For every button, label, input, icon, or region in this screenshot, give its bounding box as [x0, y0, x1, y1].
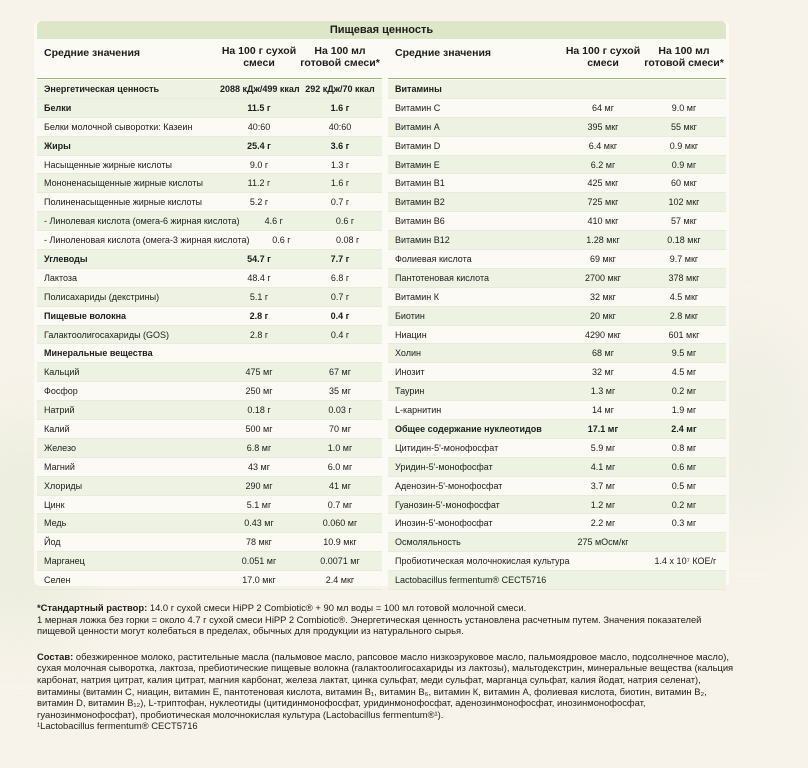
row-name: Фолиевая кислота: [395, 253, 472, 264]
row-name: L-карнитин: [395, 405, 442, 416]
row-name: Осмоляльность: [395, 537, 461, 548]
row-value-100ml: 0.7 мг: [327, 499, 353, 510]
row-value-100ml: 0.8 мг: [671, 442, 697, 453]
row-value-100g: 1.2 мг: [590, 499, 616, 510]
row-value-100g: 32 мкг: [590, 291, 616, 302]
header-per-100ml: На 100 мл готовой смеси*: [300, 45, 380, 69]
row-value-100ml: 601 мкг: [668, 329, 700, 340]
row-value-100ml: 9.7 мкг: [669, 253, 699, 264]
table-row: [388, 326, 726, 345]
row-name: Инозин-5'-монофосфат: [395, 518, 493, 529]
row-value-100g: 2088 кДж/499 ккал: [220, 83, 300, 94]
row-name: Натрий: [44, 405, 75, 416]
row-value-100g: 410 мкг: [587, 216, 619, 227]
table-row: [37, 326, 382, 345]
row-value-100ml: 1.6 г: [330, 178, 350, 189]
row-value-100g: 5.1 мг: [246, 499, 272, 510]
row-value-100g: 11.5 г: [247, 102, 271, 113]
row-name: Полиненасыщенные жирные кислоты: [44, 197, 202, 208]
row-value-100ml: 0.3 мг: [671, 518, 697, 529]
table-row: [37, 382, 382, 401]
table-header: [388, 39, 726, 79]
table-row: [388, 250, 726, 269]
table-row: [37, 231, 382, 250]
row-value-100g: 500 мг: [245, 423, 273, 434]
table-row: [37, 99, 382, 118]
row-value-100g: 17.0 мкг: [242, 575, 276, 586]
row-value-100ml: 41 мг: [329, 480, 351, 491]
row-name: Полисахариды (декстрины): [44, 291, 160, 302]
standard-solution-note: [37, 602, 737, 614]
table-row: [37, 420, 382, 439]
row-value-100ml: 4.5 мкг: [669, 291, 699, 302]
table-row: [37, 212, 382, 231]
table-row: [37, 174, 382, 193]
row-name: Аденозин-5'-монофосфат: [395, 480, 503, 491]
row-name: Фосфор: [44, 386, 78, 397]
row-value-100ml: 1.0 мг: [327, 442, 353, 453]
row-value-100g: 725 мкг: [587, 197, 619, 208]
table-row: [388, 269, 726, 288]
row-value-100g: 250 мг: [245, 386, 273, 397]
row-value-100g: 0.051 мг: [241, 556, 277, 567]
table-row: [37, 269, 382, 288]
row-value-100ml: 3.6 г: [330, 140, 350, 151]
row-name: Витамин В6: [395, 216, 445, 227]
row-value-100ml: 0.6 г: [335, 216, 355, 227]
standard-text: 14.0 г сухой смеси HiPP 2 Combiotic® + 90 мл воды = 100 мл готовой молочной смеси.: [147, 602, 527, 613]
composition-text: обезжиренное молоко, растительные масла (пальмовое масло, рапсовое масло низкоэруковое масло, пальмоядровое масло, подсолнечное масло), сухая молочная сыворотка, лактоза, пребиотические пищевые волокна (галактоолигосахариды из лактозы), мальтодекстрин, минеральные вещества (кальция карбонат, натрия цитрат, калия цитрат, магния карбонат, железа лактат, цинка сульфат, меди сульфат, марганца сульфат, калия йодат, натрия селенат), витамины (витамин С, ниацин, витамин Е, пантотеновая кислота, витамин В₁, витамин В₆, витамин К, витамин А, фолиевая кислота, биотин, витамин В₂, витамин D, витамин В₁₂), L-триптофан, нуклеотиды (цитидинмонофосфат, уридинмонофосфат, аденозинмонофосфат, инозинмонофосфат, гуанозинмонофосфат), пробиотическая молочнокислая культура (Lactobacillus fermentum®¹).: [37, 650, 734, 720]
row-name: Витамин К: [395, 291, 439, 302]
nutrition-card: [34, 21, 729, 586]
row-name: Таурин: [395, 386, 425, 397]
row-name: Уридин-5'-монофосфат: [395, 461, 493, 472]
row-value-100g: 40:60: [247, 121, 271, 132]
table-row: [388, 514, 726, 533]
table-row: [37, 401, 382, 420]
table-row: [388, 307, 726, 326]
row-value-100g: 290 мг: [245, 480, 273, 491]
row-value-100ml: 2.4 мг: [671, 423, 697, 434]
table-row: [37, 137, 382, 156]
table-row: [37, 514, 382, 533]
row-value-100ml: 0.4 г: [330, 310, 350, 321]
row-value-100g: 0.18 г: [247, 405, 271, 416]
table-row: [37, 477, 382, 496]
row-value-100g: 425 мкг: [587, 178, 619, 189]
table-row: [388, 344, 726, 363]
composition-note: [37, 651, 737, 721]
row-name: Витамин Е: [395, 159, 440, 170]
row-value-100ml: 102 мкг: [668, 197, 700, 208]
row-value-100g: 6.8 мг: [246, 442, 272, 453]
row-value-100ml: 67 мг: [329, 367, 351, 378]
table-row: [37, 439, 382, 458]
row-name: Кальций: [44, 367, 80, 378]
row-name: Витамин А: [395, 121, 440, 132]
row-value-100ml: 2.8 мкг: [669, 310, 699, 321]
row-value-100g: 275 мОсм/кг: [577, 537, 629, 548]
row-value-100ml: 9.0 мг: [671, 102, 697, 113]
row-name: Лактоза: [44, 272, 78, 283]
row-value-100g: 3.7 мг: [590, 480, 616, 491]
row-name: Витамин С: [395, 102, 441, 113]
row-name: Гуанозин-5'-монофосфат: [395, 499, 500, 510]
row-value-100ml: 1.4 x 10⁷ КОЕ/г: [654, 556, 717, 567]
header-per-100g: На 100 г сухой смеси: [221, 45, 297, 69]
table-row: [37, 118, 382, 137]
table-row: [37, 496, 382, 515]
table-header: [37, 39, 382, 79]
header-name: Средние значения: [44, 47, 141, 59]
row-value-100g: 9.0 г: [249, 159, 269, 170]
row-name: Галактоолигосахариды (GOS): [44, 329, 170, 340]
row-name: Жиры: [44, 140, 71, 151]
table-row: [37, 156, 382, 175]
row-value-100g: 43 мг: [248, 461, 270, 472]
table-row: [388, 477, 726, 496]
table-row: [37, 344, 382, 363]
row-name: Марганец: [44, 556, 85, 567]
row-value-100ml: 378 мкг: [668, 272, 700, 283]
row-value-100g: 25.4 г: [247, 140, 271, 151]
row-value-100g: 32 мг: [592, 367, 614, 378]
row-name: Цинк: [44, 499, 65, 510]
table-row: [388, 231, 726, 250]
row-value-100ml: 55 мкг: [671, 121, 697, 132]
row-name: Витамин В2: [395, 197, 445, 208]
row-value-100ml: 60 мкг: [671, 178, 697, 189]
table-row: [388, 571, 726, 590]
row-name: Белки молочной сыворотки: Казеин: [44, 121, 193, 132]
row-name: Калий: [44, 423, 70, 434]
standard-label: *Стандартный раствор:: [37, 602, 148, 613]
table-row: [37, 288, 382, 307]
row-value-100ml: 0.060 мг: [322, 518, 358, 529]
header-per-100g: На 100 г сухой смеси: [565, 45, 641, 69]
row-name: Медь: [44, 518, 67, 529]
table-row: [388, 118, 726, 137]
row-value-100g: 6.2 мг: [590, 159, 616, 170]
table-title: Пищевая ценность: [37, 21, 726, 39]
row-name: Мононенасыщенные жирные кислоты: [44, 178, 203, 189]
row-name: Цитидин-5'-монофосфат: [395, 442, 499, 453]
header-per-100ml: На 100 мл готовой смеси*: [644, 45, 724, 69]
row-value-100ml: 4.5 мг: [671, 367, 697, 378]
row-value-100g: 1.3 мг: [590, 386, 616, 397]
row-value-100ml: 0.7 г: [330, 197, 350, 208]
row-value-100ml: 0.6 мг: [671, 461, 697, 472]
row-name: Углеводы: [44, 253, 88, 264]
table-row: [388, 80, 726, 99]
row-value-100g: 2.8 г: [249, 310, 269, 321]
row-value-100ml: 6.0 мг: [327, 461, 353, 472]
footer-notes: [37, 602, 737, 732]
composition-label: Состав:: [37, 650, 74, 662]
table-row: [37, 250, 382, 269]
row-value-100g: 17.1 мг: [587, 423, 619, 434]
row-value-100ml: 1.3 г: [330, 159, 350, 170]
row-name: Витамин В12: [395, 235, 450, 246]
table-row: [388, 137, 726, 156]
table-row: [37, 80, 382, 99]
row-value-100g: 475 мг: [245, 367, 273, 378]
table-row: [388, 174, 726, 193]
table-row: [37, 458, 382, 477]
table-row: [37, 363, 382, 382]
row-value-100ml: 6.8 г: [330, 272, 350, 283]
table-row: [388, 420, 726, 439]
row-name: Биотин: [395, 310, 425, 321]
table-row: [37, 552, 382, 571]
row-name: Насыщенные жирные кислоты: [44, 159, 172, 170]
table-row: [388, 533, 726, 552]
table-row: [388, 99, 726, 118]
row-value-100g: 11.2 г: [247, 178, 271, 189]
row-name: Ниацин: [395, 329, 427, 340]
row-value-100g: 78 мкг: [246, 537, 272, 548]
row-value-100ml: 57 мкг: [671, 216, 697, 227]
row-name: Минеральные вещества: [44, 348, 153, 359]
row-value-100g: 4.1 мг: [590, 461, 616, 472]
row-value-100ml: 9.5 мг: [671, 348, 697, 359]
row-value-100g: 395 мкг: [587, 121, 619, 132]
row-value-100g: 0.6 г: [272, 235, 291, 246]
row-value-100g: 54.7 г: [247, 253, 271, 264]
row-value-100g: 2.8 г: [249, 329, 269, 340]
row-name: Хлориды: [44, 480, 83, 491]
row-value-100g: 5.1 г: [249, 291, 269, 302]
nutrition-table-right: [388, 39, 726, 590]
row-value-100ml: 35 мг: [329, 386, 351, 397]
row-name: Пищевые волокна: [44, 310, 127, 321]
row-name: - Линоленовая кислота (омега-3 жирная кислота): [44, 235, 250, 246]
row-value-100g: 48.4 г: [247, 272, 271, 283]
row-name: Пантотеновая кислота: [395, 272, 489, 283]
row-name: Инозит: [395, 367, 425, 378]
header-name: Средние значения: [395, 47, 492, 59]
row-name: Витамин D: [395, 140, 441, 151]
row-value-100ml: 40:60: [328, 121, 352, 132]
row-value-100ml: 0.03 г: [328, 405, 352, 416]
row-value-100g: 64 мг: [592, 102, 614, 113]
row-name: Селен: [44, 575, 71, 586]
row-value-100ml: 0.5 мг: [671, 480, 697, 491]
row-name: Белки: [44, 102, 72, 113]
table-row: [388, 193, 726, 212]
footnote: ¹Lactobacillus fermentum® CECT5716: [37, 720, 198, 732]
table-row: [388, 363, 726, 382]
row-value-100ml: 10.9 мкг: [323, 537, 357, 548]
row-name: Йод: [44, 537, 61, 548]
row-value-100ml: 0.18 мкг: [667, 235, 701, 246]
table-row: [37, 193, 382, 212]
row-value-100ml: 0.7 г: [330, 291, 350, 302]
row-value-100g: 5.9 мг: [590, 442, 616, 453]
table-row: [388, 156, 726, 175]
row-name: Холин: [395, 348, 421, 359]
row-name: Общее содержание нуклеотидов: [395, 423, 542, 434]
row-name: Железо: [44, 442, 76, 453]
row-value-100ml: 0.2 мг: [671, 386, 697, 397]
row-value-100ml: 1.9 мг: [671, 405, 697, 416]
row-name: Витамин В1: [395, 178, 445, 189]
row-value-100ml: 0.08 г: [335, 235, 360, 246]
table-row: [388, 212, 726, 231]
row-name: Энергетическая ценность: [44, 83, 160, 94]
row-value-100g: 20 мкг: [590, 310, 616, 321]
row-value-100ml: 0.9 мг: [671, 159, 697, 170]
row-value-100g: 68 мг: [592, 348, 614, 359]
row-value-100g: 69 мкг: [590, 253, 616, 264]
row-name: - Линолевая кислота (омега-6 жирная кислота): [44, 216, 240, 227]
row-value-100g: 6.4 мкг: [588, 140, 618, 151]
row-value-100g: 4290 мкг: [585, 329, 621, 340]
row-name: Магний: [44, 461, 75, 472]
row-value-100ml: 0.0071 мг: [320, 556, 360, 567]
table-row: [388, 288, 726, 307]
table-row: [388, 401, 726, 420]
row-value-100ml: 0.2 мг: [671, 499, 697, 510]
row-value-100ml: 0.4 г: [330, 329, 350, 340]
row-value-100ml: 1.6 г: [330, 102, 350, 113]
table-row: [37, 533, 382, 552]
row-value-100ml: 2.4 мкг: [325, 575, 355, 586]
table-row: [388, 552, 726, 571]
row-value-100g: 2.2 мг: [590, 518, 616, 529]
row-value-100g: 5.2 г: [249, 197, 269, 208]
row-name: Lactobacillus fermentum® CECT5716: [395, 575, 547, 586]
measure-note: 1 мерная ложка без горки = около 4.7 г сухой смеси HiPP 2 Combiotic®. Энергетическая ценность установлена расчетным путем. Значения показателей пищевой ценности могут колебаться в пределах, обычных для продукции из натурального сырья.: [37, 613, 702, 637]
row-value-100g: 14 мг: [592, 405, 614, 416]
table-row: [388, 496, 726, 515]
row-value-100ml: 292 кДж/70 ккал: [305, 83, 375, 94]
row-name: Витамины: [395, 83, 442, 94]
row-value-100g: 1.28 мкг: [586, 235, 620, 246]
table-row: [37, 571, 382, 590]
nutrition-table-left: [37, 39, 382, 590]
row-value-100ml: 7.7 г: [330, 253, 350, 264]
row-value-100ml: 70 мг: [329, 423, 351, 434]
row-name: Пробиотическая молочнокислая культура: [395, 556, 570, 567]
row-value-100g: 0.43 мг: [244, 518, 274, 529]
table-row: [388, 458, 726, 477]
row-value-100g: 2700 мкг: [585, 272, 621, 283]
table-row: [37, 307, 382, 326]
table-row: [388, 382, 726, 401]
row-value-100ml: 0.9 мкг: [669, 140, 699, 151]
row-value-100g: 4.6 г: [264, 216, 283, 227]
table-row: [388, 439, 726, 458]
